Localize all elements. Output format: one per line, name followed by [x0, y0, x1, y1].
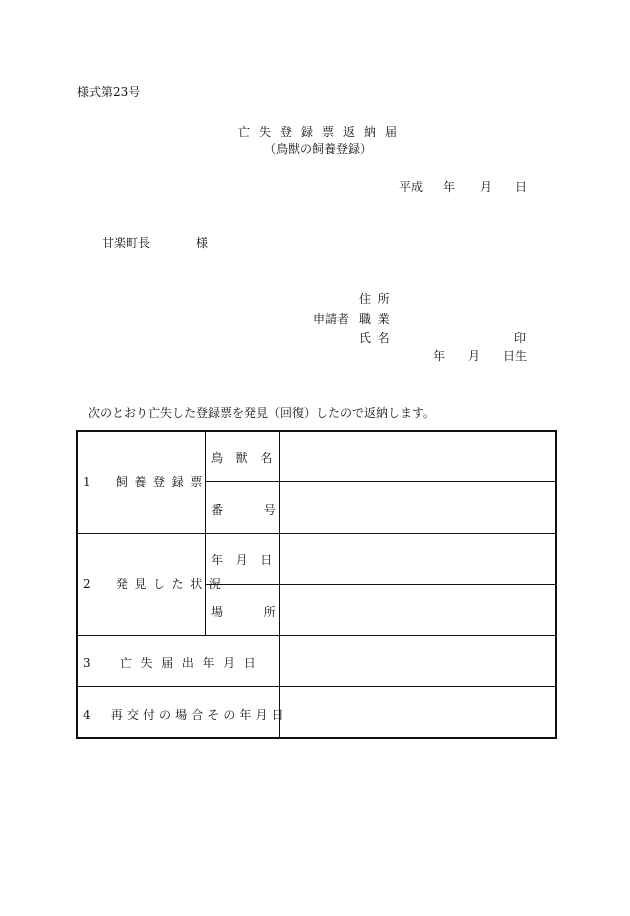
date-era: 平成: [399, 180, 424, 194]
row1-label: 1 飼養登録票: [83, 475, 209, 489]
document-title: 亡失登録票返納届: [238, 125, 407, 139]
row2-value1-field[interactable]: [284, 553, 549, 573]
statement-text: 次のとおり亡失した登録票を発見（回復）したので返納します。: [88, 406, 436, 420]
row1-sub2-text: 番号: [211, 503, 317, 517]
row2-sub2-text: 場所: [211, 605, 317, 619]
seal-mark: 印: [514, 331, 527, 345]
row4-label: 4 再交付の場合その年月日: [83, 708, 288, 722]
date-day: 日: [515, 180, 528, 194]
birth-year: 年: [433, 349, 446, 363]
column-divider: [279, 432, 280, 737]
applicant-occupation-label: 職業: [359, 312, 397, 326]
row-divider: [205, 584, 555, 585]
row-divider: [205, 481, 555, 482]
row1-sub1-label: [211, 451, 285, 465]
addressee-name: 甘楽町長: [102, 236, 151, 250]
row-divider: [78, 686, 555, 687]
row2-sub1-label: [211, 553, 285, 567]
applicant-address-label: 住所: [359, 292, 397, 306]
row2-value2-field[interactable]: [284, 605, 549, 625]
row-divider: [78, 533, 555, 534]
birth-day: 日生: [503, 349, 528, 363]
date-month: 月: [480, 180, 493, 194]
applicant-name-label: 氏名: [359, 331, 397, 345]
column-divider: [205, 432, 206, 635]
birth-month: 月: [468, 349, 481, 363]
row3-label: 3 亡失届出年月日: [83, 656, 265, 670]
applicant-label: 申請者: [313, 312, 350, 326]
form-number: 様式第23号: [77, 85, 141, 99]
row-divider: [78, 635, 555, 636]
row3-value-field[interactable]: [284, 656, 549, 676]
row1-value2-field[interactable]: [284, 503, 549, 523]
date-year: 年: [443, 180, 456, 194]
form-table: [76, 430, 557, 739]
row1-sub1-text: 鳥獣名: [211, 451, 285, 465]
row2-label: 2 発見した状況: [83, 577, 228, 591]
document-subtitle: （鳥獣の飼養登録）: [264, 142, 373, 156]
row4-value-field[interactable]: [284, 708, 549, 728]
addressee-honorific: 様: [196, 236, 209, 250]
row1-value1-field[interactable]: [284, 451, 549, 471]
row2-sub1-text: 年月日: [211, 553, 285, 567]
